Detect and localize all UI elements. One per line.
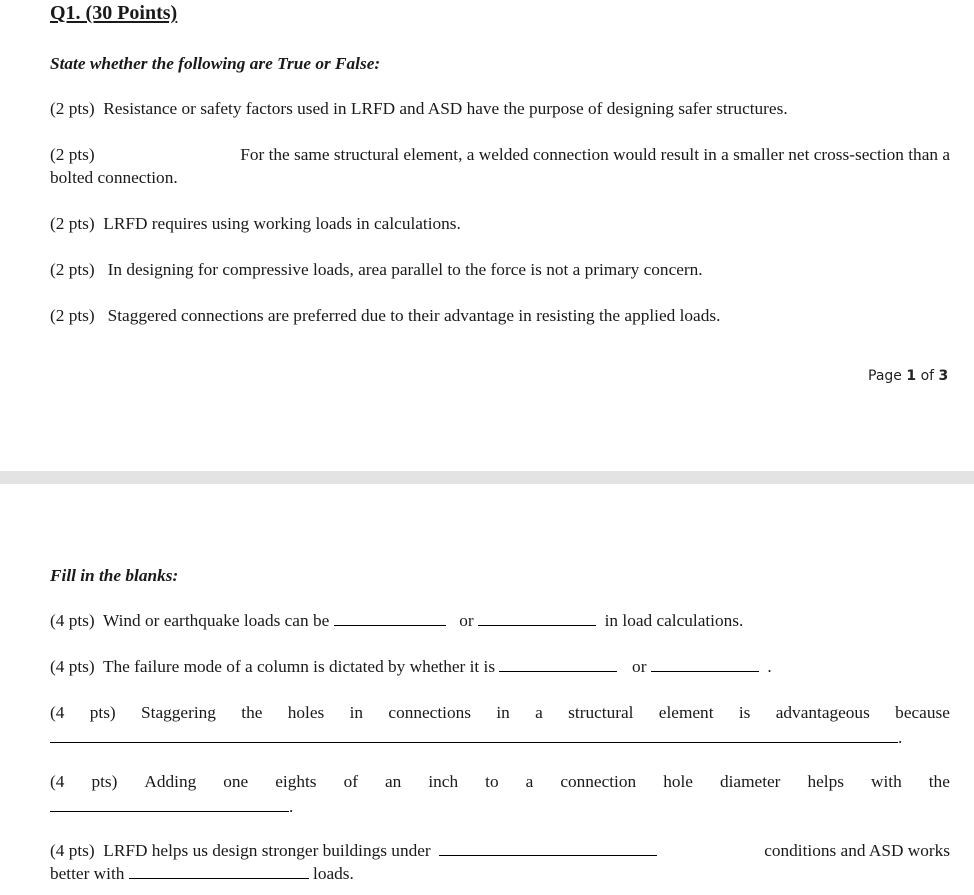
blank-item-3-word: because [895,703,950,722]
blank-item-3-word: holes [287,703,325,722]
blank-item-3-word: advantageous [775,703,870,722]
blank-item-4-line [50,797,293,817]
blank-item-2-period: . [767,657,772,676]
blank-item-4-word: helps [807,772,844,791]
blank-item-4-word: hole [663,772,693,791]
blank-item-2-or: or [632,657,647,676]
blank-item-2 [50,657,772,677]
page-total: 3 [938,368,949,384]
blank-item-5-points: (4 pts) [50,841,95,860]
fill-blanks-instruction: Fill in the blanks: [50,566,179,585]
page-separator [0,471,974,484]
blank-item-4-word: of [343,772,358,791]
blank-item-4-word: an [385,772,402,791]
page-number [868,368,948,384]
blank-item-2-points: (4 pts) [50,657,95,676]
blank-item-3-line [50,728,902,748]
blank-item-3-word: element [658,703,714,722]
tf-item-4 [50,260,703,280]
blank-item-4-word: a [525,772,534,791]
blank-item-4-word: eights [275,772,317,791]
true-false-instruction: State whether the following are True or False: [50,54,381,73]
blank-item-4-word: one [223,772,249,791]
blank-item-4 [50,772,950,792]
tf-item-4-points: (2 pts) [50,260,95,279]
blank-item-3-blank[interactable] [50,728,898,743]
page-current: 1 [906,368,917,384]
blank-item-5-text: LRFD helps us design stronger buildings under [103,841,431,860]
blank-item-5-text-b: conditions and ASD works [764,841,950,860]
blank-item-4-word: Adding [144,772,197,791]
blank-item-3 [50,703,950,723]
blank-item-2-blank-b[interactable] [651,657,759,672]
tf-item-3-points: (2 pts) [50,214,95,233]
blank-item-4-word: connection [560,772,637,791]
blank-item-4-word: inch [428,772,459,791]
blank-item-5-blank-b[interactable] [129,864,309,879]
blank-item-1-text: Wind or earthquake loads can be [102,611,330,630]
blank-item-3-word: a [535,703,543,722]
blank-item-3-word: in [496,703,510,722]
tf-item-1-points: (2 pts) [50,99,95,118]
blank-item-4-period: . [289,797,294,816]
tf-item-3-text: LRFD requires using working loads in calculations. [103,214,461,233]
tf-item-1-text: Resistance or safety factors used in LRFD and ASD have the purpose of designing safer structures. [103,99,788,118]
blank-item-2-text: The failure mode of a column is dictated by whether it is [102,657,496,676]
blank-item-1-end: in load calculations. [604,611,744,630]
blank-item-1-or: or [459,611,474,630]
blank-item-1-blank-a[interactable] [334,611,446,626]
tf-item-2 [50,145,950,188]
blank-item-3-word: Staggering [141,703,216,722]
blank-item-4-word: to [485,772,499,791]
blank-item-2-blank-a[interactable] [499,657,617,672]
blank-item-1 [50,611,743,631]
blank-item-4-blank[interactable] [50,797,289,812]
tf-item-2-text-continued: bolted connection. [50,168,178,187]
blank-item-1-blank-b[interactable] [478,611,596,626]
tf-item-5-text: Staggered connections are preferred due to their advantage in resisting the applied loads. [107,306,721,325]
blank-item-3-period: . [898,728,903,747]
blank-item-3-word: pts) [89,703,116,722]
blank-item-4-word: the [928,772,950,791]
blank-item-5 [50,841,950,884]
blank-item-5-blank-a[interactable] [439,841,657,856]
tf-item-1 [50,99,788,119]
blank-item-5-text-d: loads. [313,864,354,883]
blank-item-1-points: (4 pts) [50,611,95,630]
blank-item-3-word: (4 [50,703,65,722]
blank-item-3-word: in [349,703,364,722]
blank-item-4-word: (4 [50,772,65,791]
blank-item-4-word: pts) [91,772,118,791]
page-label: Page [868,368,902,384]
tf-item-4-text: In designing for compressive loads, area parallel to the force is not a primary concern. [107,260,703,279]
tf-item-5 [50,306,720,326]
tf-item-3 [50,214,461,234]
blank-item-4-word: with [870,772,902,791]
blank-item-3-word: the [241,703,263,722]
blank-item-5-text-c: better with [50,864,125,883]
blank-item-3-word: structural [568,703,634,722]
blank-item-3-word: connections [388,703,471,722]
tf-item-5-points: (2 pts) [50,306,95,325]
blank-item-4-word: diameter [719,772,781,791]
tf-item-2-text: For the same structural element, a welded connection would result in a smaller net cross-section than a [240,145,950,164]
tf-item-2-points: (2 pts) [50,145,95,164]
page-of: of [920,368,935,384]
question-title: Q1. (30 Points) [50,2,178,24]
blank-item-3-word: is [738,703,751,722]
